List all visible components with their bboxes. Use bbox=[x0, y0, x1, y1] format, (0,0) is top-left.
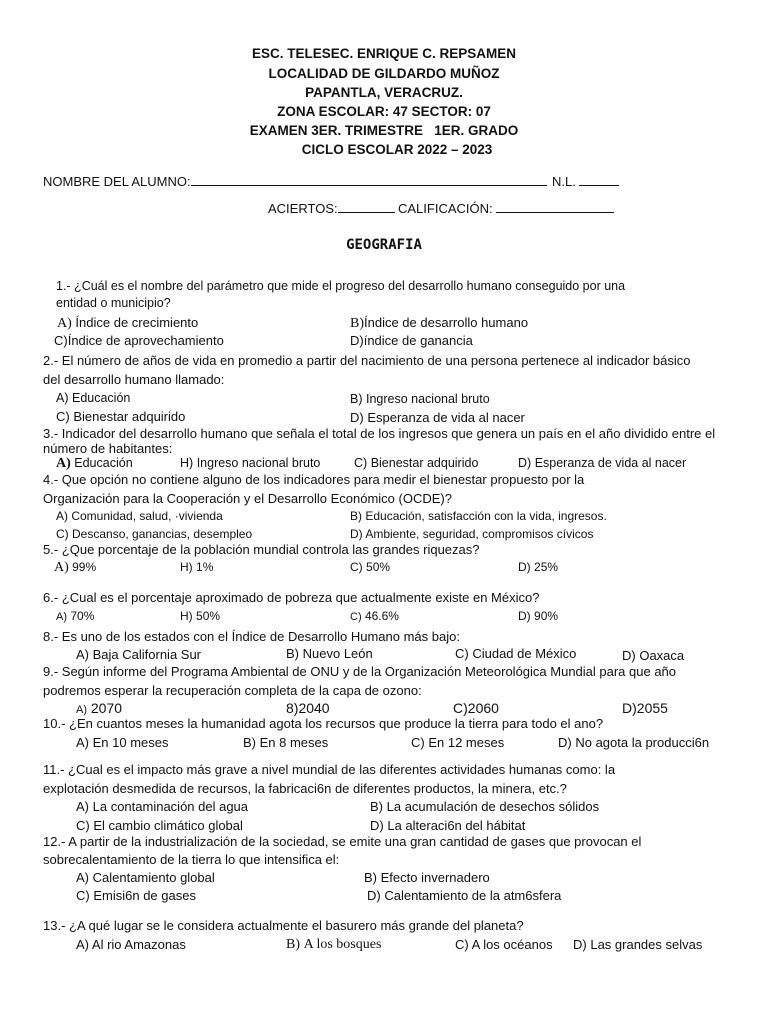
q11-option-c[interactable] bbox=[76, 818, 243, 833]
option-letter: C) bbox=[54, 333, 68, 348]
q8-option-a[interactable] bbox=[76, 647, 201, 662]
option-text: Emisi6n de gases bbox=[93, 888, 196, 903]
q3-option-c[interactable] bbox=[354, 456, 478, 470]
option-letter: C) bbox=[455, 937, 469, 952]
q6-option-a[interactable] bbox=[56, 609, 94, 623]
q9-option-a[interactable] bbox=[76, 700, 122, 716]
question-5-text: 5.- ¿Que porcentaje de la población mundial controla las grandes riquezas? bbox=[43, 542, 480, 557]
option-text: Ingreso nacional bruto bbox=[365, 392, 490, 406]
question-9-text-line-2: podremos esperar la recuperación completa de la capa de ozono: bbox=[43, 683, 422, 698]
option-letter: A) bbox=[76, 647, 89, 662]
q10-option-b[interactable] bbox=[243, 735, 328, 750]
q8-option-b[interactable] bbox=[286, 646, 373, 661]
option-letter: A) bbox=[76, 704, 87, 716]
q1-option-c[interactable] bbox=[54, 333, 224, 348]
option-text: 70% bbox=[70, 609, 95, 623]
option-letter: D) bbox=[518, 609, 531, 623]
option-text: En 12 meses bbox=[428, 735, 505, 750]
question-13-text: 13.- ¿A qué lugar se le considera actualmente el basurero más grande del planeta? bbox=[43, 918, 524, 933]
q13-option-b[interactable] bbox=[286, 936, 381, 953]
option-letter: B) bbox=[364, 870, 377, 885]
option-text: Efecto invernadero bbox=[380, 870, 490, 885]
option-text: Ambiente, seguridad, compromisos cívicos bbox=[365, 527, 594, 541]
option-letter: C) bbox=[350, 611, 362, 623]
q9-option-c[interactable] bbox=[453, 700, 499, 716]
q12-option-b[interactable] bbox=[364, 870, 490, 885]
question-9-text-line-1: 9.- Según informe del Programa Ambiental de ONU y de la Organización Meteorológica Mundial para que año bbox=[43, 664, 677, 679]
option-text: Bienestar adquirido bbox=[73, 409, 186, 424]
option-text: Descanso, ganancias, desempleo bbox=[72, 527, 253, 541]
option-letter: C) bbox=[453, 700, 468, 716]
q1-option-d[interactable] bbox=[350, 333, 473, 348]
option-letter: D) bbox=[350, 333, 364, 348]
option-text: La alteraci6n del hábitat bbox=[387, 818, 526, 833]
option-text: Bienestar adquirido bbox=[370, 456, 479, 470]
q10-option-d[interactable] bbox=[558, 735, 709, 750]
question-1-text-line-1: 1.- ¿Cuál es el nombre del parámetro que mide el progreso del desarrollo humano conseguido por una bbox=[56, 279, 626, 293]
option-text: Ingreso nacional bruto bbox=[196, 456, 321, 470]
q9-option-d[interactable] bbox=[622, 700, 668, 716]
q5-option-a[interactable] bbox=[54, 560, 96, 576]
question-4-text-line-1: 4.- Que opción no contiene alguno de los indicadores para medir el bienestar propuesto por la bbox=[43, 472, 585, 487]
question-1-text-line-2: entidad o municipio? bbox=[56, 296, 171, 310]
q10-option-c[interactable] bbox=[411, 735, 504, 750]
option-text: Esperanza de vida al nacer bbox=[534, 456, 687, 470]
question-3-text-line-1: 3.- Indicador del desarrollo humano que señala el total de los ingresos que genera un país en el año dividido entre el bbox=[43, 426, 716, 441]
q8-option-c[interactable] bbox=[455, 646, 576, 661]
q6-option-d[interactable] bbox=[518, 609, 558, 623]
q5-option-b[interactable] bbox=[180, 560, 213, 574]
question-4-text-line-2: Organización para la Cooperación y el Desarrollo Económico (OCDE)? bbox=[43, 491, 452, 506]
q4-option-b[interactable] bbox=[350, 509, 607, 523]
option-letter: B) bbox=[370, 799, 383, 814]
question-2-text-line-2: del desarrollo humano llamado: bbox=[43, 372, 225, 387]
question-12-text-line-1: 12.- A partir de la industrialización de la sociedad, se emite una gran cantidad de gases que provocan el bbox=[43, 834, 642, 849]
option-letter: C) bbox=[411, 735, 425, 750]
option-letter: D) bbox=[622, 648, 636, 663]
option-letter: B) bbox=[350, 392, 363, 406]
city: PAPANTLA, VERACRUZ. bbox=[305, 85, 463, 100]
question-11-text-line-2: explotación desmedida de recursos, la fabricaci6n de diferentes productos, la minera, etc.? bbox=[43, 781, 567, 796]
option-text: Índice de desarrollo humano bbox=[364, 315, 529, 330]
q9-option-b[interactable] bbox=[286, 700, 330, 716]
option-letter: D) bbox=[518, 560, 531, 574]
option-letter: B) bbox=[286, 646, 299, 661]
calificacion-blank[interactable] bbox=[496, 200, 614, 213]
q12-option-a[interactable] bbox=[76, 870, 215, 885]
option-text: 99% bbox=[72, 560, 97, 574]
school-zone: ZONA ESCOLAR: 47 SECTOR: 07 bbox=[277, 104, 491, 119]
aciertos-label: ACIERTOS: bbox=[268, 201, 338, 216]
option-text: Ciudad de México bbox=[472, 646, 577, 661]
option-letter: B) bbox=[286, 937, 300, 952]
option-letter: D) bbox=[370, 818, 384, 833]
option-text: 2055 bbox=[636, 700, 668, 716]
option-letter: C) bbox=[56, 409, 70, 424]
option-text: Baja California Sur bbox=[92, 647, 202, 662]
q5-option-c[interactable] bbox=[350, 560, 390, 574]
option-letter: A) bbox=[76, 937, 89, 952]
option-text: índice de ganancia bbox=[363, 333, 473, 348]
q3-option-a[interactable] bbox=[56, 456, 133, 472]
option-text: La contaminación del agua bbox=[92, 799, 249, 814]
q3-option-b[interactable] bbox=[180, 456, 320, 470]
option-text: Índice de aprovechamiento bbox=[67, 333, 224, 348]
q6-option-b[interactable] bbox=[180, 609, 220, 623]
nl-field[interactable] bbox=[552, 173, 619, 189]
option-text: Esperanza de vida al nacer bbox=[367, 410, 525, 425]
nl-label: N.L. bbox=[552, 174, 576, 189]
aciertos-blank[interactable] bbox=[338, 200, 395, 213]
q11-option-b[interactable] bbox=[370, 799, 599, 814]
option-text: Calentamiento de la atm6sfera bbox=[384, 888, 562, 903]
option-letter: C) bbox=[350, 560, 363, 574]
nl-blank[interactable] bbox=[579, 173, 619, 186]
option-letter: A) bbox=[56, 509, 68, 523]
q13-option-c[interactable] bbox=[455, 937, 553, 952]
option-letter: A) bbox=[56, 391, 69, 405]
student-name-label: NOMBRE DEL ALUMNO: bbox=[43, 174, 191, 189]
option-letter: D) bbox=[350, 527, 363, 541]
q2-option-d[interactable] bbox=[350, 410, 525, 425]
q12-option-d[interactable] bbox=[367, 888, 561, 903]
option-text: En 8 meses bbox=[259, 735, 329, 750]
question-3-text-line-2: número de habitantes: bbox=[43, 441, 173, 456]
q1-option-b[interactable] bbox=[350, 315, 528, 332]
option-text: A los océanos bbox=[471, 937, 553, 952]
student-name-field[interactable] bbox=[43, 173, 547, 189]
option-letter: C) bbox=[76, 818, 90, 833]
option-letter: H) bbox=[180, 560, 193, 574]
question-8-text: 8.- Es uno de los estados con el Índice de Desarrollo Humano más bajo: bbox=[43, 629, 460, 644]
q12-option-c[interactable] bbox=[76, 888, 196, 903]
option-text: Educación bbox=[71, 391, 131, 405]
option-text: Las grandes selvas bbox=[590, 937, 703, 952]
option-letter: A) bbox=[76, 799, 89, 814]
option-text: Nuevo León bbox=[302, 646, 373, 661]
option-text: 2060 bbox=[467, 700, 499, 716]
option-letter: C) bbox=[76, 888, 90, 903]
aciertos-field[interactable] bbox=[268, 200, 395, 216]
option-text: Calentamiento global bbox=[92, 870, 215, 885]
q2-option-b[interactable] bbox=[350, 392, 490, 406]
school-cycle: CICLO ESCOLAR 2022 – 2023 bbox=[301, 142, 493, 157]
option-letter: H) bbox=[180, 609, 193, 623]
q4-option-c[interactable] bbox=[56, 527, 252, 541]
question-12-text-line-2: sobrecalentamiento de la tierra lo que intensifica el: bbox=[43, 852, 340, 867]
exam-title: EXAMEN 3ER. TRIMESTRE 1ER. GRADO bbox=[249, 123, 519, 138]
question-2-text-line-1: 2.- El número de años de vida en promedio a partir del nacimiento de una persona pertenece al indicador básico bbox=[43, 353, 691, 368]
q5-option-d[interactable] bbox=[518, 560, 558, 574]
q11-option-d[interactable] bbox=[370, 818, 525, 833]
option-text: Educación bbox=[74, 456, 133, 470]
option-text: Al rio Amazonas bbox=[91, 937, 186, 952]
option-text: Oaxaca bbox=[639, 648, 685, 663]
option-letter: A) bbox=[76, 735, 89, 750]
option-text: 2040 bbox=[298, 700, 330, 716]
option-letter: C) bbox=[56, 527, 69, 541]
option-letter: C) bbox=[354, 456, 368, 470]
option-text: Educación, satisfacción con la vida, ingresos. bbox=[365, 509, 607, 523]
q3-option-d[interactable] bbox=[518, 456, 686, 470]
q6-option-c[interactable] bbox=[350, 609, 399, 623]
option-letter: 8) bbox=[286, 700, 299, 716]
option-text: La acumulación de desechos sólidos bbox=[386, 799, 600, 814]
subject-title: GEOGRAFIA bbox=[346, 237, 422, 253]
option-letter: C) bbox=[455, 646, 469, 661]
option-text: A los bosques bbox=[303, 937, 382, 952]
option-letter: B) bbox=[350, 316, 364, 331]
q2-option-c[interactable] bbox=[56, 409, 185, 424]
q13-option-d[interactable] bbox=[573, 937, 702, 952]
question-10-text: 10.- ¿En cuantos meses la humanidad agota los recursos que produce la tierra para todo el ano? bbox=[43, 716, 604, 731]
q2-option-a[interactable] bbox=[56, 391, 130, 405]
calificacion-field[interactable] bbox=[398, 200, 614, 216]
option-letter: D) bbox=[350, 410, 364, 425]
school-name: ESC. TELESEC. ENRIQUE C. REPSAMEN bbox=[251, 46, 517, 61]
q4-option-a[interactable] bbox=[56, 509, 223, 523]
option-text: No agota la producci6n bbox=[575, 735, 710, 750]
option-letter: D) bbox=[367, 888, 381, 903]
option-text: El cambio climático global bbox=[93, 818, 243, 833]
option-letter: D) bbox=[573, 937, 587, 952]
student-name-blank[interactable] bbox=[191, 173, 547, 186]
calificacion-label: CALIFICACIÓN: bbox=[398, 201, 493, 216]
option-text: 1% bbox=[196, 560, 214, 574]
option-letter: A) bbox=[56, 456, 71, 471]
q8-option-d[interactable] bbox=[622, 648, 684, 663]
option-letter: A) bbox=[76, 870, 89, 885]
option-text: 25% bbox=[534, 560, 559, 574]
option-letter: D) bbox=[622, 700, 637, 716]
q13-option-a[interactable] bbox=[76, 937, 186, 952]
option-text: 90% bbox=[534, 609, 559, 623]
option-text: Comunidad, salud, ·vivienda bbox=[71, 509, 223, 523]
option-text: 50% bbox=[366, 560, 391, 574]
locality: LOCALIDAD DE GILDARDO MUÑOZ bbox=[268, 66, 500, 81]
option-text: 2070 bbox=[90, 700, 123, 716]
option-letter: B) bbox=[350, 509, 362, 523]
option-text: En 10 meses bbox=[92, 735, 169, 750]
option-text: 46.6% bbox=[364, 609, 399, 623]
option-letter: A) bbox=[54, 560, 69, 575]
option-letter: B) bbox=[243, 735, 256, 750]
q10-option-a[interactable] bbox=[76, 735, 169, 750]
option-text: 50% bbox=[196, 609, 221, 623]
question-11-text-line-1: 11.- ¿Cual es el impacto más grave a nivel mundial de las diferentes actividades humanas como: la bbox=[43, 762, 616, 777]
q1-option-a[interactable] bbox=[57, 315, 198, 332]
option-text: Índice de crecimiento bbox=[75, 315, 199, 330]
q4-option-d[interactable] bbox=[350, 527, 593, 541]
option-letter: D) bbox=[558, 735, 572, 750]
option-letter: A) bbox=[57, 316, 72, 331]
option-letter: D) bbox=[518, 456, 532, 470]
option-letter: H) bbox=[180, 456, 194, 470]
option-letter: A) bbox=[56, 611, 67, 623]
question-6-text: 6.- ¿Cual es el porcentaje aproximado de pobreza que actualmente existe en México? bbox=[43, 590, 540, 605]
q11-option-a[interactable] bbox=[76, 799, 248, 814]
